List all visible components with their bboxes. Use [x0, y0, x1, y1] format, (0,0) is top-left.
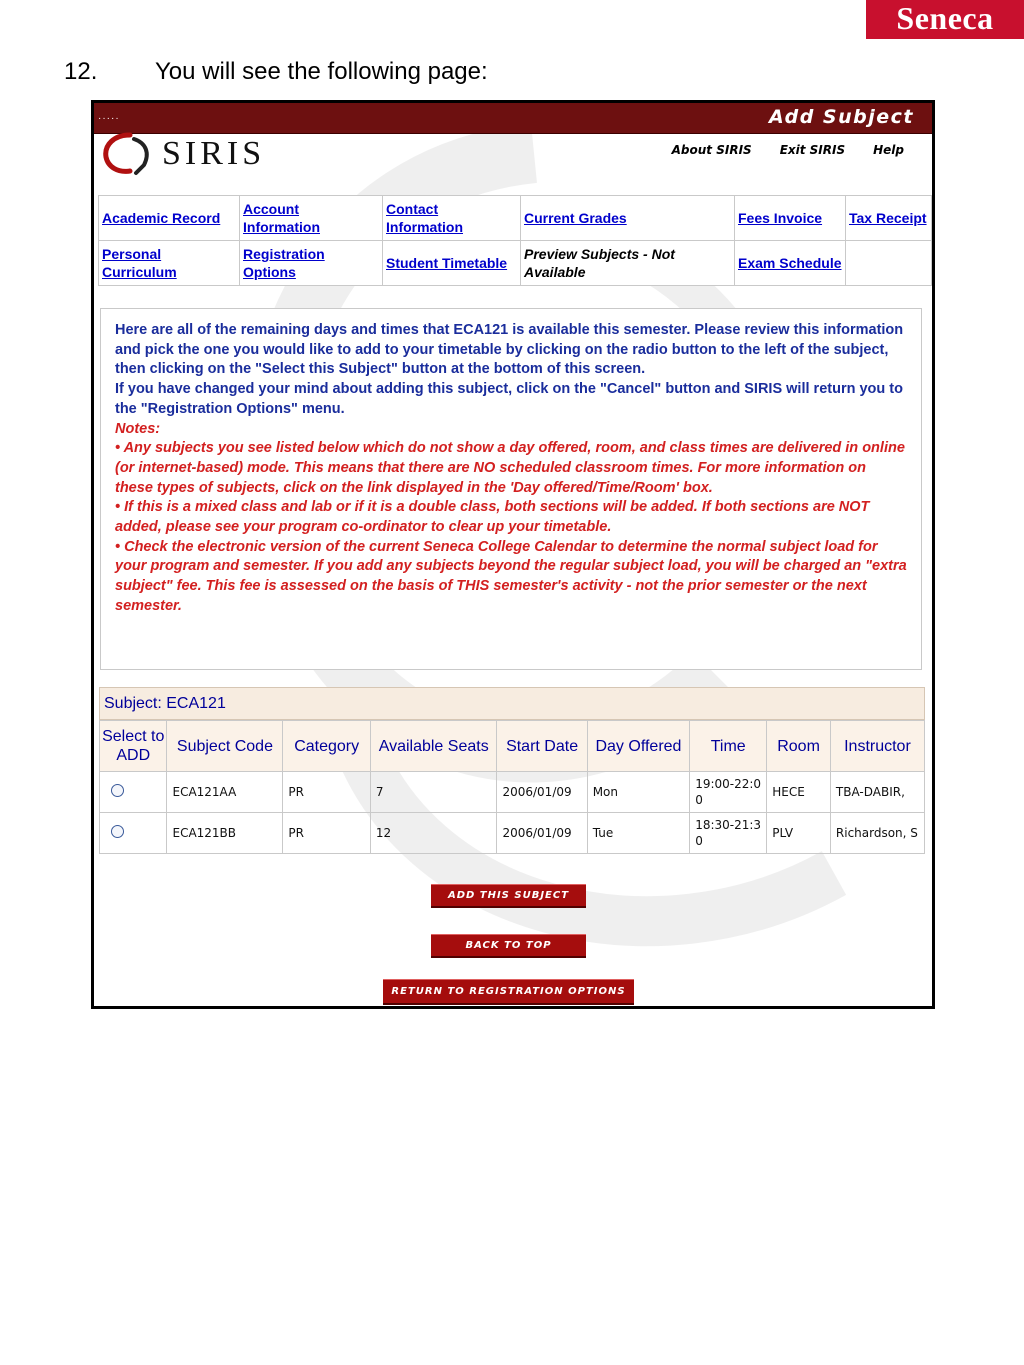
nav-menu — [98, 195, 932, 286]
note-online-subjects: • Any subjects you see listed below which do not show a day offered, room, and class times are delivered in online (or internet-based) mode. This means that there are NO scheduled classroom times. For more information on these types of subjects, click on the link displayed in the 'Day offered/Time/Room' box. — [115, 440, 905, 496]
window-titlebar — [94, 103, 932, 134]
col-room: Room — [767, 721, 831, 772]
notes-label: Notes: — [115, 420, 161, 437]
step-text: You will see the following page: — [155, 58, 488, 85]
seneca-logo: Seneca — [866, 0, 1024, 39]
nav-current-grades[interactable]: Current Grades — [524, 210, 627, 226]
start-date-cell: 2006/01/09 — [497, 813, 587, 854]
subject-code-cell: ECA121BB — [167, 813, 283, 854]
start-date-cell: 2006/01/09 — [497, 772, 587, 813]
siris-swirl-icon — [100, 131, 156, 177]
table-row — [100, 813, 925, 854]
instructions-paragraph-1: Here are all of the remaining days and times that ECA121 is available this semester. Please review this information and pick the one you would like to add to your timetable by clicking on the radio button to the left of the subject, then clicking on the "Select this Subject" button at the bottom of this screen. — [115, 322, 904, 378]
note-mixed-class: • If this is a mixed class and lab or if it is a double class, both sections will be added. If both sections are NOT added, please see your program co-ordinator to clear up your timetable. — [115, 499, 870, 536]
window-title: Add Subject — [769, 106, 914, 128]
col-subject-code: Subject Code — [167, 721, 283, 772]
col-category: Category — [283, 721, 371, 772]
subject-section — [99, 687, 925, 854]
subject-code-cell: ECA121AA — [167, 772, 283, 813]
nav-preview-subjects: Preview Subjects - Not Available — [521, 241, 735, 286]
instructions-panel — [100, 308, 922, 670]
subject-header: Subject: ECA121 — [99, 687, 925, 720]
category-cell: PR — [283, 772, 371, 813]
instructor-cell: Richardson, S — [830, 813, 924, 854]
siris-window — [91, 100, 935, 1009]
about-siris-link[interactable]: About SIRIS — [671, 143, 752, 157]
table-row — [100, 772, 925, 813]
step-number: 12. — [64, 58, 98, 85]
col-time: Time — [690, 721, 767, 772]
room-cell: HECE — [767, 772, 831, 813]
nav-empty-cell — [846, 241, 932, 286]
seats-cell: 12 — [370, 813, 497, 854]
note-extra-subject-fee: • Check the electronic version of the current Seneca College Calendar to determine the normal subject load for your program and semester. If you add any subjects beyond the regular subject load, you will be charged an "extra subject" fee. This fee is assessed on the basis of THIS semester's activity - not the prior semester or the next semester. — [115, 538, 907, 614]
exit-siris-link[interactable]: Exit SIRIS — [779, 143, 846, 157]
nav-academic-record[interactable]: Academic Record — [102, 210, 221, 226]
room-cell: PLV — [767, 813, 831, 854]
add-subject-button[interactable]: ADD THIS SUBJECT — [431, 884, 586, 908]
step-instruction — [64, 58, 488, 86]
col-instructor: Instructor — [830, 721, 924, 772]
subject-table — [99, 720, 925, 854]
nav-account-information[interactable]: Account Information — [243, 201, 320, 235]
nav-fees-invoice[interactable]: Fees Invoice — [738, 210, 823, 226]
select-radio[interactable] — [111, 784, 124, 797]
day-cell: Tue — [587, 813, 690, 854]
instructions-paragraph-2: If you have changed your mind about adding this subject, click on the "Cancel" button and SIRIS will return you to the "Registration Options" menu. — [115, 381, 903, 417]
seats-cell: 7 — [370, 772, 497, 813]
back-to-top-button[interactable]: BACK TO TOP — [431, 934, 586, 958]
col-available-seats: Available Seats — [370, 721, 497, 772]
nav-exam-schedule[interactable]: Exam Schedule — [738, 255, 842, 271]
select-cell — [100, 772, 167, 813]
instructor-cell: TBA-DABIR, — [830, 772, 924, 813]
nav-personal-curriculum[interactable]: Personal Curriculum — [102, 246, 177, 280]
col-select: Select to ADD — [100, 721, 167, 772]
help-link[interactable]: Help — [873, 143, 904, 157]
siris-wordmark: SIRIS — [162, 135, 266, 172]
nav-contact-information[interactable]: Contact Information — [386, 201, 463, 235]
col-start-date: Start Date — [497, 721, 587, 772]
titlebar-dots: ····· — [98, 113, 120, 124]
day-cell: Mon — [587, 772, 690, 813]
top-links — [672, 143, 904, 157]
nav-tax-receipt[interactable]: Tax Receipt — [849, 210, 927, 226]
select-cell — [100, 813, 167, 854]
col-day-offered: Day Offered — [587, 721, 690, 772]
time-cell: 19:00-22:00 — [690, 772, 767, 813]
category-cell: PR — [283, 813, 371, 854]
nav-student-timetable[interactable]: Student Timetable — [386, 255, 508, 271]
time-cell: 18:30-21:30 — [690, 813, 767, 854]
return-to-registration-button[interactable]: RETURN TO REGISTRATION OPTIONS — [383, 979, 634, 1005]
nav-registration-options[interactable]: Registration Options — [243, 246, 325, 280]
select-radio[interactable] — [111, 825, 124, 838]
